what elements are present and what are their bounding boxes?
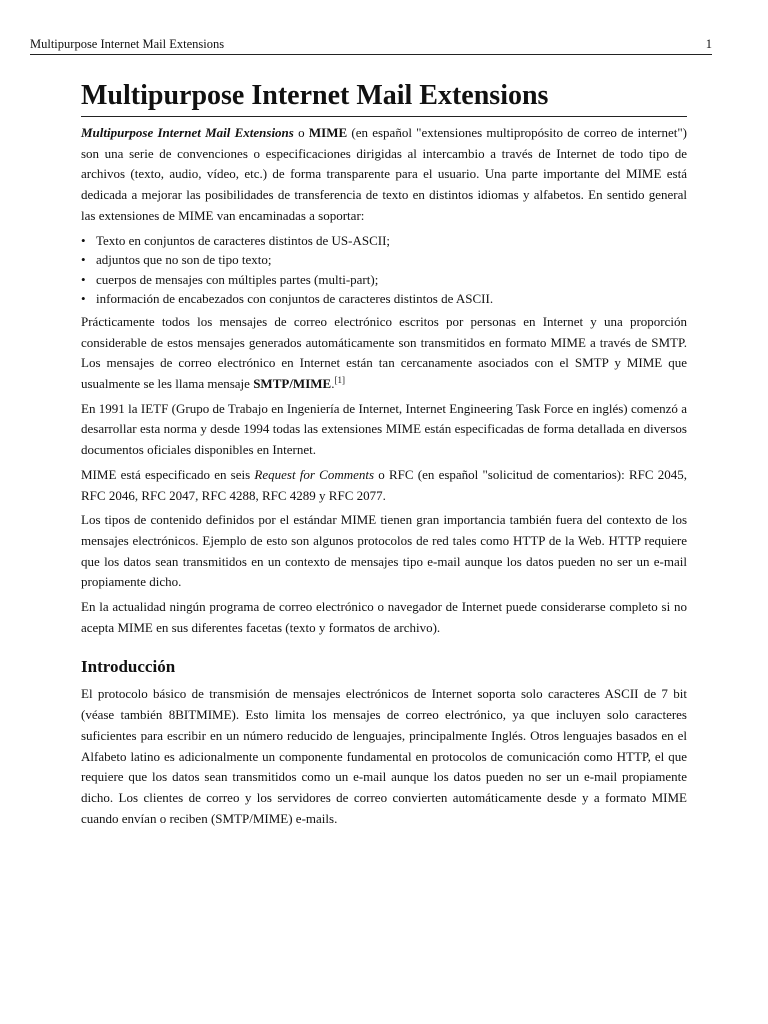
bullet-icon: • xyxy=(81,232,86,248)
list-item: • cuerpos de mensajes con múltiples partes (multi-part); xyxy=(81,270,687,290)
list-item: • información de encabezados con conjuntos de caracteres distintos de ASCII. xyxy=(81,289,687,309)
intro-rest: (en español "extensiones multipropósito de correo de internet") son una serie de convenciones o especificaciones dirigidas al intercambio a través de Internet de todo tipo de archivos (texto, audio, vídeo, etc.) de forma transparente para el usuario. Una parte importante del MIME está dedicada a mejorar las posibilidades de transferencia de texto en distintos idiomas y alfabetos. En sentido general las extensiones de MIME van encaminadas a soportar: xyxy=(81,125,688,223)
running-title: Multipurpose Internet Mail Extensions xyxy=(30,37,225,51)
bullet-icon: • xyxy=(81,291,86,307)
feature-list xyxy=(81,231,687,309)
running-header xyxy=(30,36,712,55)
list-item: • Texto en conjuntos de caracteres distintos de US-ASCII; xyxy=(81,231,687,251)
page-content xyxy=(81,74,687,833)
rfc-paragraph: MIME está especificado en seis Request for Comments o RFC (en español "solicitud de comentarios): RFC 2045, RFC 2046, RFC 2047, RFC 4288, RFC 4289 y RFC 2077. xyxy=(81,466,687,503)
current-status-paragraph: En la actualidad ningún programa de correo electrónico o navegador de Internet puede considerarse completo si no acepta MIME en sus diferentes facetas (texto y formatos de archivo). xyxy=(81,599,687,635)
reference-link[interactable]: [1] xyxy=(334,375,345,385)
smtp-mime-term: SMTP/MIME xyxy=(253,376,332,391)
ietf-paragraph: En 1991 la IETF (Grupo de Trabajo en Ingeniería de Internet, Internet Engineering Task Force en inglés) comenzó a desarrollar esta norma y desde 1994 todas las extensiones MIME están especificadas de forma detallada en diversos documentos oficiales disponibles en Internet. xyxy=(81,400,687,458)
rfc-term: Request for Comments xyxy=(254,466,375,482)
smtp-paragraph: Prácticamente todos los mensajes de correo electrónico escritos por personas en Internet y una proporción considerable de estos mensajes generados automáticamente son transmitidos en formato MIME a través de SMTP. Los mensajes de correo electrónico en Internet están tan cercanamente asociados con el SMTP y MIME que usualmente se les llama mensaje SMTP/MIME.[1] xyxy=(81,313,687,391)
introduction-paragraph: El protocolo básico de transmisión de mensajes electrónicos de Internet soporta solo caracteres ASCII de 7 bit (véase también 8BITMIME). Esto limita los mensajes de correo electrónico, ya que incluyen solo caracteres suficientes para escribir en un número reducido de lenguajes, principalmente Inglés. Otros lenguajes basados en el Alfabeto latino es adicionalmente un componente fundamental en protocolos de comunicación como HTTP, el que requiere que los datos sean transmitidos como un e-mail aunque los datos pueden no ser un e-mail propiamente dicho. Los clientes de correo y los servidores de correo convierten automáticamente desde y a formato MIME cuando envían o reciben (SMTP/MIME) e-mails. xyxy=(81,686,687,826)
bullet-icon: • xyxy=(81,271,86,287)
page-number: 1 xyxy=(705,37,712,51)
content-types-paragraph: Los tipos de contenido definidos por el estándar MIME tienen gran importancia también fuera del contexto de los mensajes electrónicos. Ejemplo de esto son algunos protocolos de red tales como HTTP de la Web. HTTP requiere que los datos sean transmitidos en un contexto de mensajes tipo e-mail aunque los datos pueden no ser un e-mail propiamente dicho. xyxy=(81,512,687,590)
intro-acronym: MIME xyxy=(308,125,348,140)
section-heading: Introducción xyxy=(81,657,176,677)
list-item: • adjuntos que no son de tipo texto; xyxy=(81,250,687,270)
bullet-icon: • xyxy=(81,252,86,268)
page-title: Multipurpose Internet Mail Extensions xyxy=(81,74,687,117)
intro-paragraph: Multipurpose Internet Mail Extensions o MIME (en español "extensiones multipropósito de correo de internet") son una serie de convenciones o especificaciones dirigidas al intercambio a través de Internet de todo tipo de archivos (texto, audio, vídeo, etc.) de forma transparente para el usuario. Una parte importante del MIME está dedicada a mejorar las posibilidades de transferencia de texto en distintos idiomas y alfabetos. En sentido general las extensiones de MIME van encaminadas a soportar: xyxy=(81,125,688,223)
intro-term: Multipurpose Internet Mail Extensions xyxy=(81,125,294,140)
